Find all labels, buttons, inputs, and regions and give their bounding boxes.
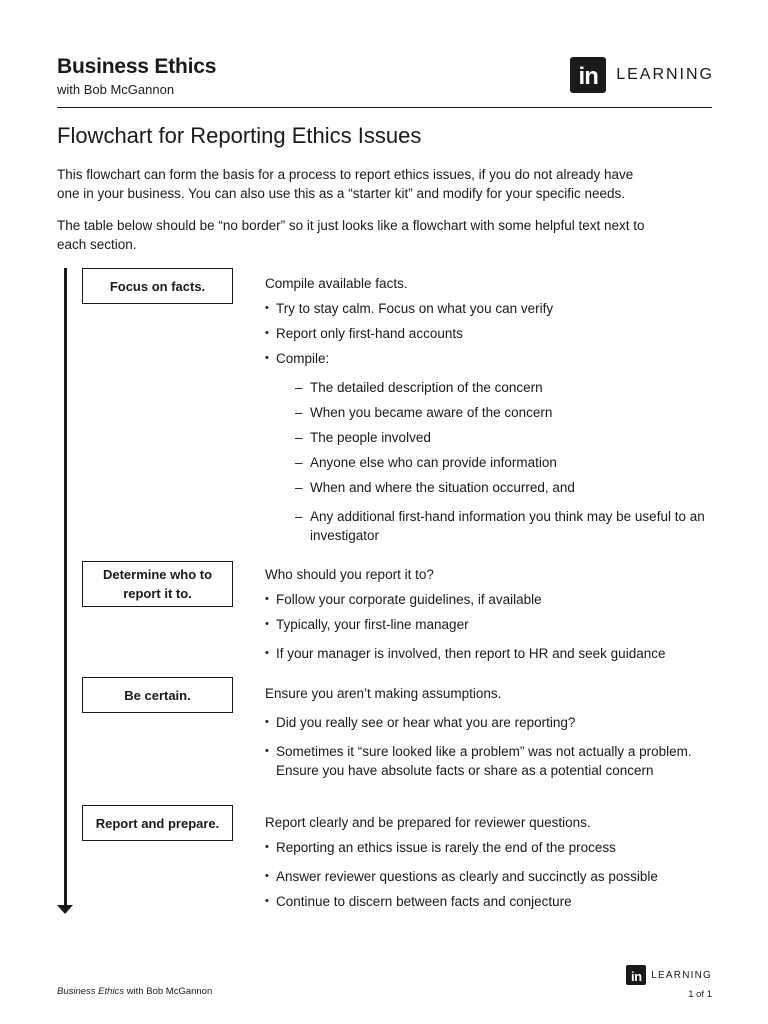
header-divider <box>57 107 712 108</box>
step-bullets <box>265 590 715 663</box>
intro-paragraph-1: This flowchart can form the basis for a process to report ethics issues, if you do not already have one in your business. You can also use this as a “starter kit” and modify for your specific needs. <box>57 167 634 201</box>
footer-logo-text: LEARNING <box>651 969 712 981</box>
page-number: 1 of 1 <box>688 989 712 1000</box>
step-bullets <box>265 713 715 780</box>
footer-branding <box>626 965 712 1000</box>
step-lead: Ensure you aren’t making assumptions. <box>265 686 502 701</box>
step-bullets <box>265 838 715 911</box>
list-item: • Try to stay calm. Focus on what you can verify <box>265 299 715 318</box>
linkedin-in-icon: in <box>570 57 606 93</box>
intro-paragraph-2: The table below should be “no border” so it just looks like a flowchart with some helpful text next to each section. <box>57 218 645 252</box>
list-item: • Reporting an ethics issue is rarely the end of the process <box>265 838 715 857</box>
sub-list-item: – When and where the situation occurred, and <box>276 478 715 497</box>
list-item: • Did you really see or hear what you are reporting? <box>265 713 715 732</box>
list-item: • Answer reviewer questions as clearly and succinctly as possible <box>265 867 715 886</box>
step-details-be-certain <box>265 684 715 786</box>
flow-arrow-line <box>64 268 67 906</box>
linkedin-in-icon: in <box>626 965 646 985</box>
step-lead: Report clearly and be prepared for reviewer questions. <box>265 815 591 830</box>
page-title: Flowchart for Reporting Ethics Issues <box>57 123 422 148</box>
sub-list-item: – Any additional first-hand information you think may be useful to an investigator <box>276 507 710 545</box>
list-item-text: Compile: <box>276 351 330 366</box>
step-details-determine-who <box>265 565 715 669</box>
step-lead: Who should you report it to? <box>265 567 434 582</box>
step-box-be-certain: Be certain. <box>82 677 233 713</box>
step-box-report-and-prepare: Report and prepare. <box>82 805 233 841</box>
step-details-report-and-prepare <box>265 813 715 917</box>
step-lead: Compile available facts. <box>265 276 408 291</box>
list-item: • Follow your corporate guidelines, if available <box>265 590 715 609</box>
list-item: • Sometimes it “sure looked like a problem” was not actually a problem. Ensure you have absolute facts or share as a potential concern <box>265 742 716 780</box>
course-author: with Bob McGannon <box>57 82 175 97</box>
footer-author: with Bob McGannon <box>124 986 213 997</box>
footer-logo <box>626 965 712 985</box>
sub-list <box>276 378 715 545</box>
list-item: • Continue to discern between facts and conjecture <box>265 892 715 911</box>
document-header <box>57 55 216 97</box>
course-title: Business Ethics <box>57 55 217 78</box>
sub-list-item: – Anyone else who can provide information <box>276 453 715 472</box>
list-item: • Report only first-hand accounts <box>265 324 715 343</box>
step-box-focus-on-facts: Focus on facts. <box>82 268 233 304</box>
step-box-determine-who: Determine who to report it to. <box>82 561 233 607</box>
sub-list-item: – The people involved <box>276 428 715 447</box>
logo-text: LEARNING <box>616 66 714 83</box>
step-details-focus-on-facts <box>265 274 715 551</box>
linkedin-learning-logo <box>570 57 714 93</box>
sub-list-item: – When you became aware of the concern <box>276 403 715 422</box>
list-item: • Typically, your first-line manager <box>265 615 715 634</box>
footer-course-credit <box>57 986 212 997</box>
sub-list-item: – The detailed description of the concern <box>276 378 715 397</box>
footer-course-title: Business Ethics <box>57 986 125 997</box>
list-item <box>265 349 715 545</box>
step-bullets <box>265 299 715 545</box>
list-item: • If your manager is involved, then report to HR and seek guidance <box>265 644 715 663</box>
arrow-down-icon <box>57 905 73 914</box>
